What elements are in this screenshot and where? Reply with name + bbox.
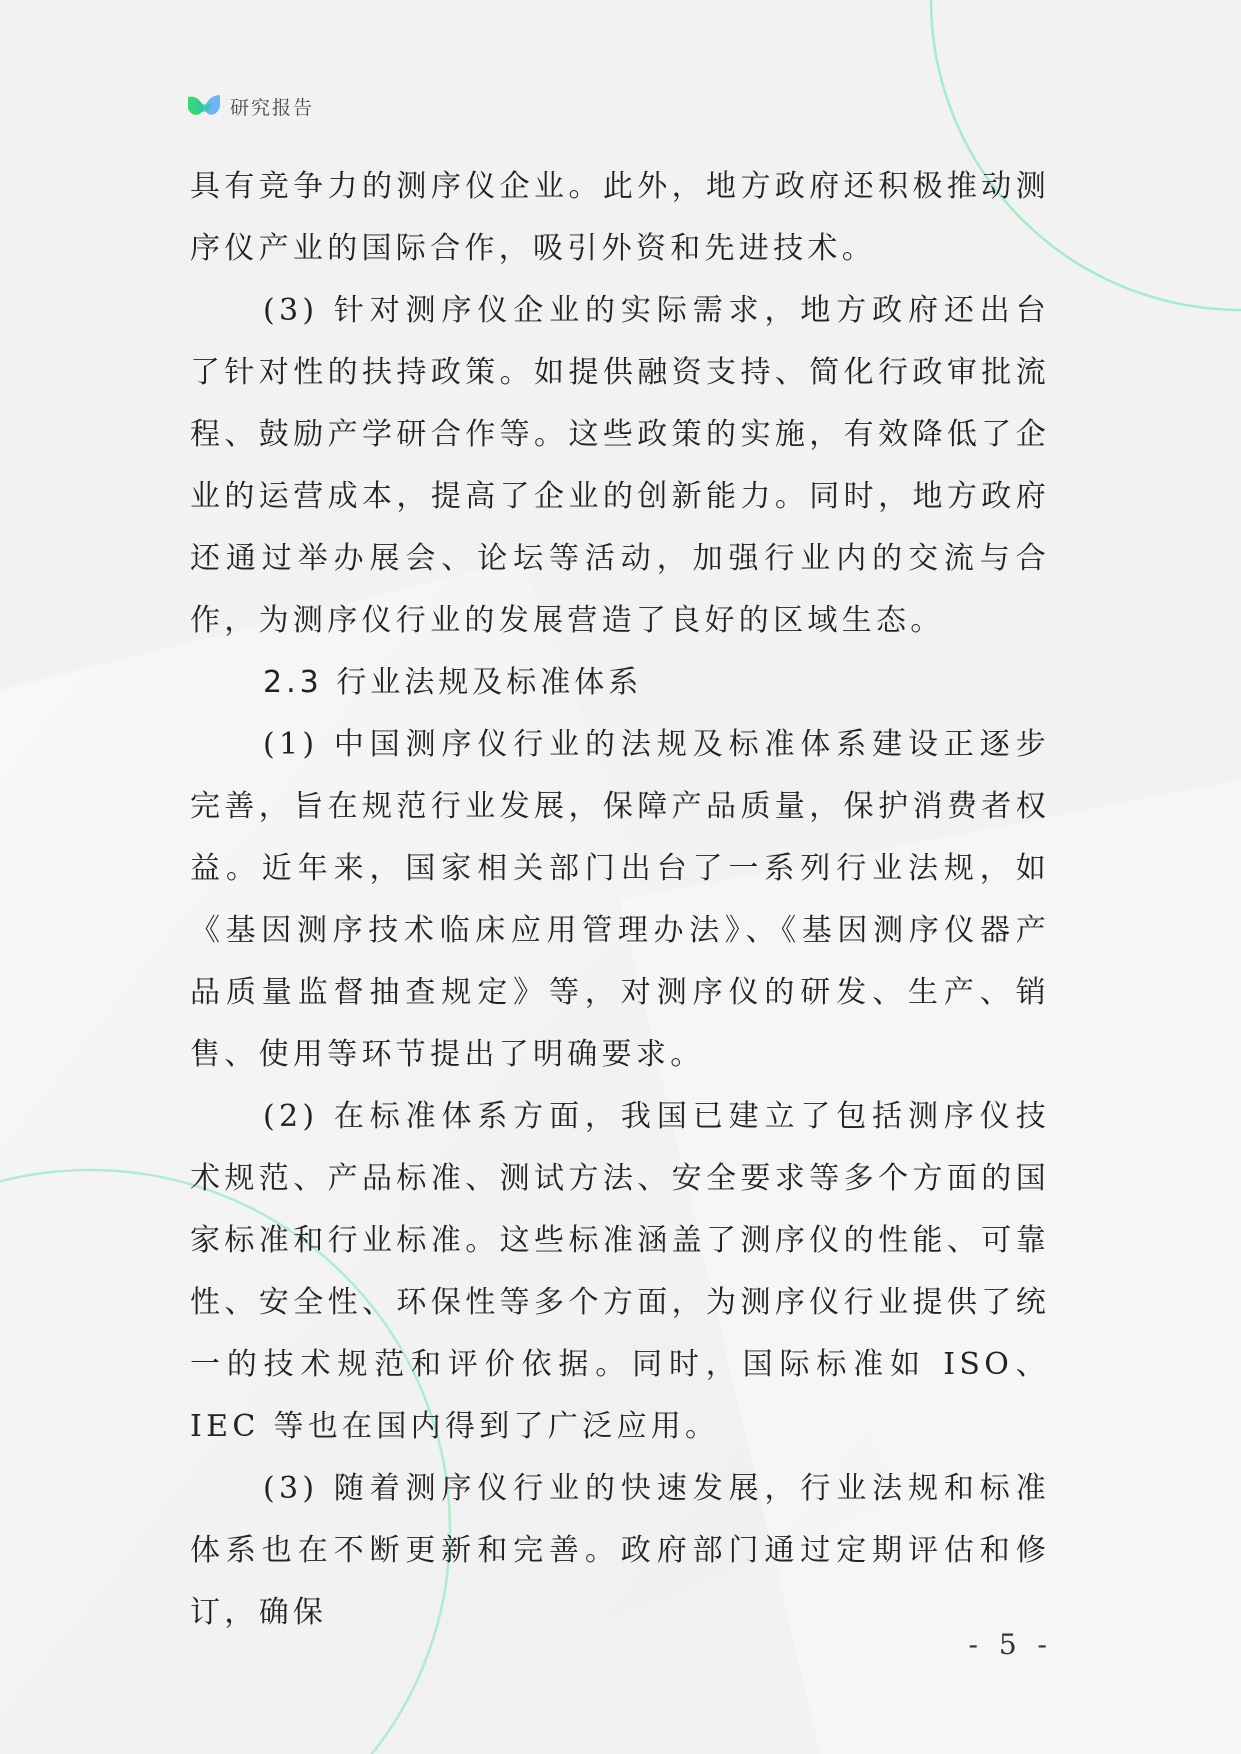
report-header-title: 研究报告 [230, 96, 315, 119]
body-paragraph: (1) 中国测序仪行业的法规及标准体系建设正逐步完善，旨在规范行业发展，保障产品质量，保护消费者权益。近年来，国家相关部门出台了一系列行业法规，如《基因测序技术临床应用管理办法》、《基因测序仪器产品质量监督抽查规定》等，对测序仪的研发、生产、销售、使用等环节提出了明确要求。 [190, 727, 1050, 1072]
body-paragraph: (2) 在标准体系方面，我国已建立了包括测序仪技术规范、产品标准、测试方法、安全要求等多个方面的国家标准和行业标准。这些标准涵盖了测序仪的性能、可靠性、安全性、环保性等多个方面，为测序仪行业提供了统一的技术规范和评价依据。同时，国际标准如 ISO、IEC 等也在国内得到了广泛应用。 [190, 1099, 1050, 1444]
section-heading: 2.3 行业法规及标准体系 [263, 665, 643, 700]
body-paragraph: (3) 随着测序仪行业的快速发展，行业法规和标准体系也在不断更新和完善。政府部门通过定期评估和修订，确保 [190, 1471, 1050, 1630]
body-paragraph: 具有竞争力的测序仪企业。此外，地方政府还积极推动测序仪产业的国际合作，吸引外资和先进技术。 [190, 169, 1050, 266]
page-number: - 5 - [968, 1628, 1053, 1661]
page-header [186, 88, 314, 124]
document-body [190, 156, 1050, 1644]
leaf-logo-icon [186, 91, 222, 121]
body-paragraph: (3) 针对测序仪企业的实际需求，地方政府还出台了针对性的扶持政策。如提供融资支持、简化行政审批流程、鼓励产学研合作等。这些政策的实施，有效降低了企业的运营成本，提高了企业的创新能力。同时，地方政府还通过举办展会、论坛等活动，加强行业内的交流与合作，为测序仪行业的发展营造了良好的区域生态。 [190, 293, 1050, 638]
